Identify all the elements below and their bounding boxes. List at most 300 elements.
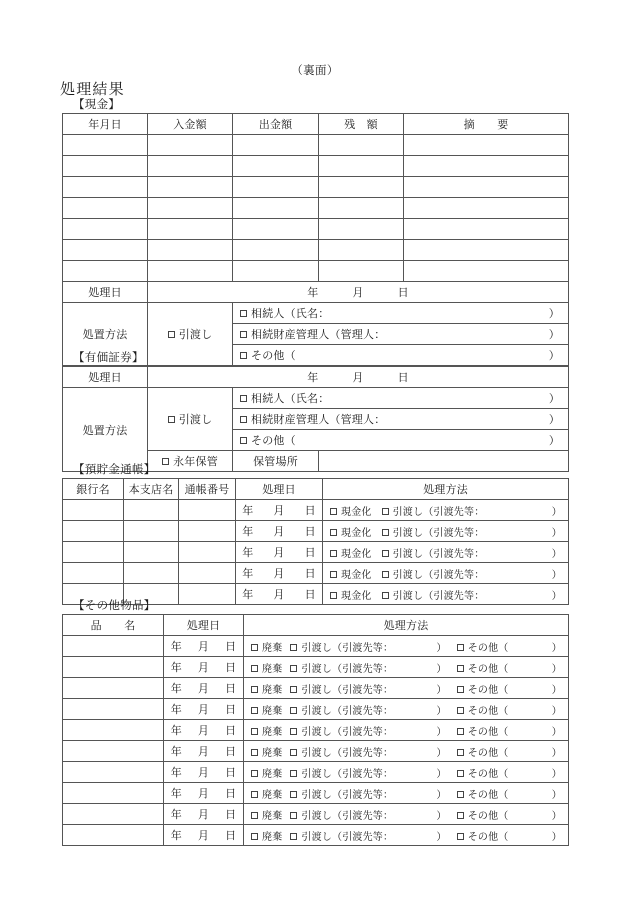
day-label: 日 (225, 641, 237, 654)
permanent-storage-label: 永年保管 (173, 456, 218, 469)
checkbox-icon[interactable] (240, 310, 247, 317)
checkbox-icon[interactable] (330, 571, 337, 578)
cell-withdrawal[interactable] (233, 219, 319, 240)
disposal-option-administrator[interactable] (233, 409, 569, 430)
option-close-paren-handover: ） (436, 684, 447, 696)
option-other[interactable]: その他（ (457, 765, 509, 780)
day-label: 日 (397, 287, 409, 300)
checkbox-icon[interactable] (251, 749, 258, 756)
table-row[interactable] (63, 500, 569, 521)
cell-remarks[interactable] (404, 240, 569, 261)
cell-branch-name[interactable] (124, 563, 179, 584)
option-handover[interactable]: 引渡し（引渡先等： (382, 566, 485, 581)
cell-date[interactable] (63, 135, 148, 156)
checkbox-icon[interactable] (290, 665, 297, 672)
option-close-paren-handover: ） (436, 810, 447, 822)
option-handover[interactable]: 引渡し（引渡先等： (290, 807, 393, 822)
cell-remarks[interactable] (404, 219, 569, 240)
option-close-paren-other: ） (551, 705, 562, 717)
cell-deposit[interactable] (148, 261, 233, 282)
year-label: 年 (242, 568, 254, 581)
year-label: 年 (242, 589, 254, 602)
month-label: 月 (197, 830, 210, 843)
cell-process-date[interactable] (236, 500, 323, 521)
option-other[interactable]: その他（ (457, 723, 509, 738)
option-other[interactable]: その他（ (457, 702, 509, 717)
option-close-paren-handover: ） (436, 705, 447, 717)
option-other[interactable]: その他（ (457, 660, 509, 675)
checkbox-icon[interactable] (330, 508, 337, 515)
day-label: 日 (304, 505, 316, 518)
section-cash (62, 98, 569, 366)
day-label: 日 (225, 725, 237, 738)
option-discard[interactable]: 廃棄 (251, 702, 282, 717)
year-label: 年 (170, 746, 182, 759)
option-discard[interactable]: 廃棄 (251, 828, 282, 843)
option-handover[interactable]: 引渡し（引渡先等： (290, 639, 393, 654)
checkbox-icon[interactable] (251, 728, 258, 735)
day-label: 日 (397, 372, 409, 385)
cell-item-name[interactable] (63, 783, 164, 804)
option-close-paren-handover: ） (436, 726, 447, 738)
cell-process-date[interactable] (236, 563, 323, 584)
column-header: 処理日 (236, 479, 323, 500)
checkbox-icon[interactable] (457, 749, 464, 756)
option-handover[interactable]: 引渡し（引渡先等： (290, 723, 393, 738)
option-handover[interactable]: 引渡し（引渡先等： (290, 681, 393, 696)
year-label: 年 (170, 704, 182, 717)
cell-passbook-number[interactable] (179, 542, 236, 563)
cell-item-name[interactable] (63, 720, 164, 741)
cell-process-date[interactable] (236, 521, 323, 542)
cell-process-date[interactable] (164, 741, 244, 762)
cell-withdrawal[interactable] (233, 198, 319, 219)
disposal-option-administrator[interactable] (233, 324, 569, 345)
cell-remarks[interactable] (404, 198, 569, 219)
cell-deposit[interactable] (148, 240, 233, 261)
column-header: 本支店名 (124, 479, 179, 500)
checkbox-icon[interactable] (290, 644, 297, 651)
table-row[interactable] (63, 636, 569, 657)
checkbox-icon[interactable] (240, 331, 247, 338)
column-header: 処理日 (164, 615, 244, 636)
day-label: 日 (304, 589, 316, 602)
table-row[interactable] (63, 542, 569, 563)
cell-process-method[interactable] (244, 678, 569, 699)
handover-checkbox-cell[interactable] (148, 388, 233, 451)
cell-item-name[interactable] (63, 699, 164, 720)
cell-remarks[interactable] (404, 177, 569, 198)
cell-date[interactable] (63, 177, 148, 198)
option-label: 相続人（氏名： (251, 308, 330, 321)
checkbox-icon[interactable] (251, 833, 258, 840)
cell-item-name[interactable] (63, 741, 164, 762)
securities-disposal-row (63, 388, 569, 409)
option-label: その他（ (251, 350, 296, 363)
checkbox-icon[interactable] (290, 707, 297, 714)
checkbox-icon[interactable] (457, 707, 464, 714)
cell-date[interactable] (63, 240, 148, 261)
day-label: 日 (225, 830, 237, 843)
section-label-bank-passbook: 【預貯金通帳】 (73, 464, 156, 476)
cell-date[interactable] (63, 219, 148, 240)
option-close-paren: ） (551, 548, 562, 560)
table-row[interactable] (63, 177, 569, 198)
cell-process-method[interactable] (323, 563, 569, 584)
option-other[interactable]: その他（ (457, 681, 509, 696)
process-date-field[interactable] (148, 367, 569, 388)
cell-balance[interactable] (319, 198, 404, 219)
cell-withdrawal[interactable] (233, 177, 319, 198)
day-label: 日 (225, 767, 237, 780)
table-row[interactable] (63, 135, 569, 156)
option-close-paren: ） (548, 414, 561, 427)
table-row[interactable] (63, 240, 569, 261)
cell-item-name[interactable] (63, 657, 164, 678)
option-close-paren: ） (548, 393, 561, 406)
checkbox-icon[interactable] (457, 728, 464, 735)
table-header-row (63, 114, 569, 135)
checkbox-icon[interactable] (457, 833, 464, 840)
option-cash-out[interactable]: 現金化 (330, 566, 372, 581)
table-row[interactable] (63, 657, 569, 678)
disposal-option-heir[interactable] (233, 388, 569, 409)
cell-process-date[interactable] (164, 762, 244, 783)
day-label: 日 (225, 746, 237, 759)
checkbox-icon[interactable] (290, 728, 297, 735)
checkbox-icon[interactable] (290, 833, 297, 840)
year-label: 年 (170, 809, 182, 822)
disposal-method-label: 処置方法 (63, 303, 148, 366)
page-side-note: （裏面） (291, 65, 339, 77)
option-label: その他（ (251, 435, 296, 448)
option-close-paren: ） (548, 329, 560, 342)
cell-deposit[interactable] (148, 219, 233, 240)
bank-passbook-table (62, 478, 569, 605)
securities-table (62, 366, 569, 472)
cell-process-method[interactable] (244, 720, 569, 741)
cell-process-method[interactable] (244, 636, 569, 657)
option-handover[interactable]: 引渡し（引渡先等： (290, 786, 393, 801)
handover-label: 引渡し (178, 414, 213, 427)
option-close-paren-other: ） (551, 726, 562, 738)
year-label: 年 (242, 547, 254, 560)
checkbox-icon[interactable] (290, 791, 297, 798)
month-label: 月 (197, 662, 210, 675)
option-close-paren-other: ） (551, 831, 562, 843)
checkbox-icon[interactable] (168, 331, 175, 338)
year-label: 年 (170, 788, 182, 801)
section-label-cash: 【現金】 (73, 99, 121, 111)
option-handover[interactable]: 引渡し（引渡先等： (382, 524, 485, 539)
cash-table (62, 113, 569, 366)
storage-place-label: 保管場所 (233, 451, 319, 472)
option-other[interactable]: その他（ (457, 744, 509, 759)
option-other[interactable]: その他（ (457, 828, 509, 843)
cell-item-name[interactable] (63, 762, 164, 783)
checkbox-icon[interactable] (251, 812, 258, 819)
year-label: 年 (242, 505, 254, 518)
table-row[interactable] (63, 563, 569, 584)
checkbox-icon[interactable] (457, 770, 464, 777)
checkbox-icon[interactable] (330, 592, 337, 599)
cell-date[interactable] (63, 198, 148, 219)
table-row[interactable] (63, 219, 569, 240)
year-label: 年 (170, 767, 182, 780)
option-other[interactable]: その他（ (457, 786, 509, 801)
option-discard[interactable]: 廃棄 (251, 681, 282, 696)
checkbox-icon[interactable] (382, 592, 389, 599)
checkbox-icon[interactable] (290, 749, 297, 756)
cell-withdrawal[interactable] (233, 135, 319, 156)
cell-balance[interactable] (319, 240, 404, 261)
cell-remarks[interactable] (404, 261, 569, 282)
year-label: 年 (170, 683, 182, 696)
disposal-option-other[interactable] (233, 430, 569, 451)
checkbox-icon[interactable] (457, 791, 464, 798)
checkbox-icon[interactable] (382, 529, 389, 536)
cell-process-date[interactable] (164, 678, 244, 699)
day-label: 日 (225, 683, 237, 696)
checkbox-icon[interactable] (382, 571, 389, 578)
checkbox-icon[interactable] (168, 416, 175, 423)
cell-bank-name[interactable] (63, 521, 124, 542)
option-discard[interactable]: 廃棄 (251, 660, 282, 675)
section-securities (62, 351, 569, 472)
cell-process-date[interactable] (236, 542, 323, 563)
month-label: 月 (197, 683, 210, 696)
disposal-option-heir[interactable] (233, 303, 569, 324)
table-row[interactable] (63, 720, 569, 741)
year-label: 年 (307, 372, 319, 385)
cell-branch-name[interactable] (124, 521, 179, 542)
cell-process-date[interactable] (164, 636, 244, 657)
cell-balance[interactable] (319, 135, 404, 156)
month-label: 月 (273, 589, 285, 602)
option-close-paren: ） (551, 527, 562, 539)
cell-balance[interactable] (319, 219, 404, 240)
column-header: 年月日 (63, 114, 148, 135)
cell-item-name[interactable] (63, 678, 164, 699)
month-label: 月 (197, 809, 210, 822)
column-header: 品 名 (63, 615, 164, 636)
process-date-field[interactable] (148, 282, 569, 303)
cell-item-name[interactable] (63, 636, 164, 657)
column-header: 残 額 (319, 114, 404, 135)
section-other-goods (62, 599, 569, 846)
table-row[interactable] (63, 156, 569, 177)
table-row[interactable] (63, 678, 569, 699)
cell-balance[interactable] (319, 261, 404, 282)
checkbox-icon[interactable] (251, 770, 258, 777)
checkbox-icon[interactable] (457, 686, 464, 693)
cell-item-name[interactable] (63, 825, 164, 846)
cell-withdrawal[interactable] (233, 261, 319, 282)
checkbox-icon[interactable] (251, 791, 258, 798)
cell-balance[interactable] (319, 156, 404, 177)
cell-passbook-number[interactable] (179, 500, 236, 521)
cell-item-name[interactable] (63, 804, 164, 825)
month-label: 月 (273, 505, 285, 518)
cell-branch-name[interactable] (124, 500, 179, 521)
cell-process-method[interactable] (244, 762, 569, 783)
day-label: 日 (225, 788, 237, 801)
option-handover[interactable]: 引渡し（引渡先等： (382, 545, 485, 560)
cell-date[interactable] (63, 261, 148, 282)
checkbox-icon[interactable] (251, 686, 258, 693)
option-label: 相続財産管理人（管理人： (251, 329, 386, 342)
cell-deposit[interactable] (148, 177, 233, 198)
cell-deposit[interactable] (148, 135, 233, 156)
table-row[interactable] (63, 804, 569, 825)
cell-branch-name[interactable] (124, 542, 179, 563)
cell-process-date[interactable] (164, 657, 244, 678)
checkbox-icon[interactable] (457, 665, 464, 672)
checkbox-icon[interactable] (290, 686, 297, 693)
month-label: 月 (197, 788, 210, 801)
page-title: 処理結果 (60, 82, 125, 98)
cash-disposal-row (63, 303, 569, 324)
checkbox-icon[interactable] (240, 395, 247, 402)
option-handover[interactable]: 引渡し（引渡先等： (290, 702, 393, 717)
checkbox-icon[interactable] (330, 550, 337, 557)
other-goods-table (62, 614, 569, 846)
option-handover[interactable]: 引渡し（引渡先等： (290, 828, 393, 843)
cell-process-date[interactable] (164, 804, 244, 825)
cell-process-method[interactable] (244, 783, 569, 804)
table-row[interactable] (63, 783, 569, 804)
option-other[interactable]: その他（ (457, 807, 509, 822)
table-header-row (63, 615, 569, 636)
table-row[interactable] (63, 261, 569, 282)
option-discard[interactable]: 廃棄 (251, 786, 282, 801)
cell-withdrawal[interactable] (233, 156, 319, 177)
cell-bank-name[interactable] (63, 542, 124, 563)
checkbox-icon[interactable] (251, 665, 258, 672)
checkbox-icon[interactable] (382, 550, 389, 557)
option-close-paren-other: ） (551, 789, 562, 801)
checkbox-icon[interactable] (251, 707, 258, 714)
option-close-paren: ） (548, 435, 561, 448)
checkbox-icon[interactable] (457, 812, 464, 819)
option-close-paren-other: ） (551, 768, 562, 780)
table-row[interactable] (63, 521, 569, 542)
cell-process-date[interactable] (164, 720, 244, 741)
checkbox-icon[interactable] (382, 508, 389, 515)
cash-process-date-row (63, 282, 569, 303)
option-close-paren-handover: ） (436, 663, 447, 675)
day-label: 日 (304, 568, 316, 581)
option-close-paren-other: ） (551, 663, 562, 675)
option-close-paren-handover: ） (436, 789, 447, 801)
option-close-paren: ） (548, 350, 560, 363)
checkbox-icon[interactable] (457, 644, 464, 651)
cell-withdrawal[interactable] (233, 240, 319, 261)
checkbox-icon[interactable] (240, 416, 247, 423)
checkbox-icon[interactable] (290, 770, 297, 777)
option-handover[interactable]: 引渡し（引渡先等： (382, 503, 485, 518)
cell-balance[interactable] (319, 177, 404, 198)
option-cash-out[interactable]: 現金化 (330, 545, 372, 560)
checkbox-icon[interactable] (290, 812, 297, 819)
checkbox-icon[interactable] (251, 644, 258, 651)
day-label: 日 (304, 547, 316, 560)
option-cash-out[interactable]: 現金化 (330, 587, 372, 602)
option-discard[interactable]: 廃棄 (251, 765, 282, 780)
table-row[interactable] (63, 825, 569, 846)
securities-process-date-row (63, 367, 569, 388)
cell-bank-name[interactable] (63, 563, 124, 584)
cell-process-method[interactable] (244, 699, 569, 720)
option-handover[interactable]: 引渡し（引渡先等： (290, 660, 393, 675)
option-handover[interactable]: 引渡し（引渡先等： (290, 744, 393, 759)
option-close-paren: ） (551, 590, 562, 602)
cell-date[interactable] (63, 156, 148, 177)
cell-process-date[interactable] (164, 699, 244, 720)
option-discard[interactable]: 廃棄 (251, 639, 282, 654)
option-close-paren-other: ） (551, 747, 562, 759)
cell-process-method[interactable] (244, 825, 569, 846)
table-row[interactable] (63, 741, 569, 762)
cell-remarks[interactable] (404, 156, 569, 177)
option-cash-out[interactable]: 現金化 (330, 524, 372, 539)
year-label: 年 (307, 287, 319, 300)
cell-deposit[interactable] (148, 198, 233, 219)
cell-bank-name[interactable] (63, 500, 124, 521)
column-header: 出金額 (233, 114, 319, 135)
cell-remarks[interactable] (404, 135, 569, 156)
year-label: 年 (170, 830, 182, 843)
option-cash-out[interactable]: 現金化 (330, 503, 372, 518)
month-label: 月 (197, 767, 210, 780)
cell-process-method[interactable] (323, 542, 569, 563)
option-discard[interactable]: 廃棄 (251, 807, 282, 822)
option-other[interactable]: その他（ (457, 639, 509, 654)
cell-process-method[interactable] (244, 741, 569, 762)
cell-process-date[interactable] (164, 825, 244, 846)
cell-passbook-number[interactable] (179, 521, 236, 542)
cell-passbook-number[interactable] (179, 563, 236, 584)
month-label: 月 (273, 547, 285, 560)
column-header: 摘 要 (404, 114, 569, 135)
table-row[interactable] (63, 762, 569, 783)
option-handover[interactable]: 引渡し（引渡先等： (382, 587, 485, 602)
year-label: 年 (242, 526, 254, 539)
option-discard[interactable]: 廃棄 (251, 723, 282, 738)
option-close-paren-other: ） (551, 642, 562, 654)
cell-process-method[interactable] (323, 521, 569, 542)
handover-label: 引渡し (178, 329, 213, 342)
year-label: 年 (170, 725, 182, 738)
table-row[interactable] (63, 699, 569, 720)
month-label: 月 (197, 746, 210, 759)
cell-process-method[interactable] (244, 804, 569, 825)
month-label: 月 (273, 568, 285, 581)
cell-process-method[interactable] (323, 500, 569, 521)
cell-process-date[interactable] (164, 783, 244, 804)
checkbox-icon[interactable] (240, 437, 247, 444)
cell-process-method[interactable] (244, 657, 569, 678)
month-label: 月 (273, 526, 285, 539)
option-discard[interactable]: 廃棄 (251, 744, 282, 759)
year-label: 年 (170, 662, 182, 675)
column-header: 入金額 (148, 114, 233, 135)
cell-deposit[interactable] (148, 156, 233, 177)
option-label: 相続人（氏名： (251, 393, 330, 406)
table-row[interactable] (63, 198, 569, 219)
checkbox-icon[interactable] (330, 529, 337, 536)
option-handover[interactable]: 引渡し（引渡先等： (290, 765, 393, 780)
